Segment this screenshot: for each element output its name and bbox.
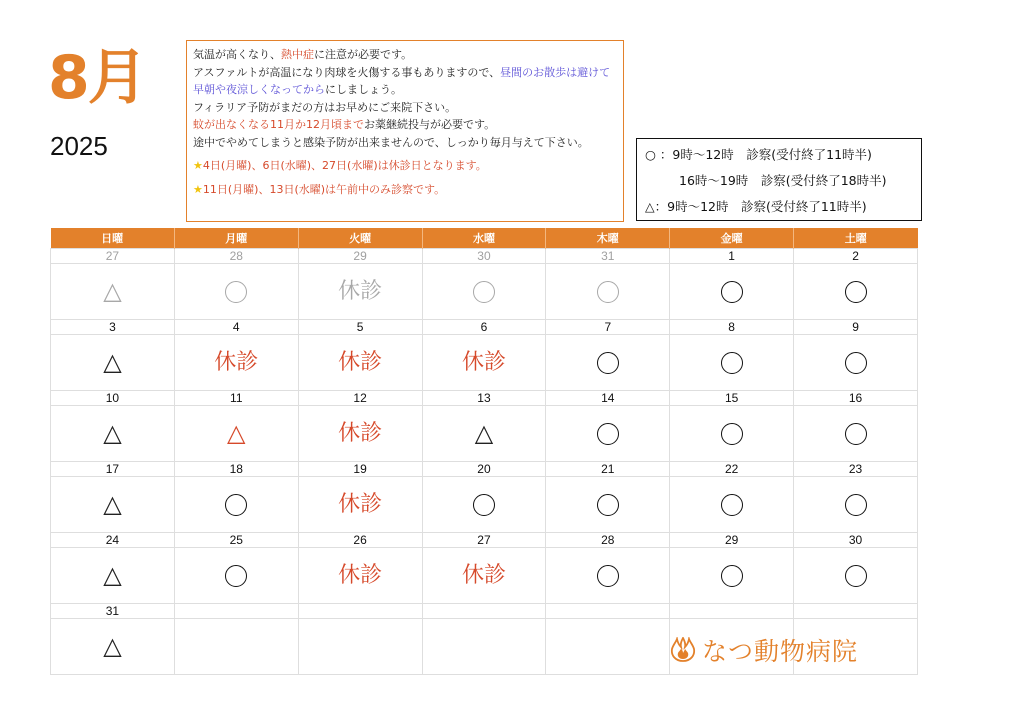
day-status-cell	[546, 406, 670, 462]
date-number: 15	[670, 391, 794, 406]
date-number	[422, 604, 546, 619]
day-status-cell	[422, 335, 546, 391]
weekday-header: 土曜	[794, 228, 918, 249]
closed-day-label: 休診	[338, 279, 383, 304]
day-status-cell	[794, 335, 918, 391]
date-number: 19	[298, 462, 422, 477]
open-circle-icon	[597, 281, 619, 303]
open-circle-icon	[597, 423, 619, 445]
day-status-cell	[422, 548, 546, 604]
open-circle-icon	[225, 494, 247, 516]
day-status-cell	[422, 264, 546, 320]
week-date-row	[51, 391, 918, 406]
date-number: 1	[670, 249, 794, 264]
notice-highlight: 昼間のお散歩は避けて早朝や夜涼しくなってから	[193, 65, 611, 96]
notice-text: 11日(月曜)、13日(水曜)は午前中のみ診察です。	[202, 182, 446, 196]
day-status-cell	[298, 335, 422, 391]
week-date-row	[51, 320, 918, 335]
day-status-cell	[298, 406, 422, 462]
day-status-cell	[298, 264, 422, 320]
day-status-cell	[174, 619, 298, 675]
date-number	[794, 604, 918, 619]
morning-only-triangle-icon: △	[103, 561, 122, 589]
date-number: 2	[794, 249, 918, 264]
closed-day-label: 休診	[461, 350, 506, 375]
date-number: 12	[298, 391, 422, 406]
notice-line-continue: 途中でやめてしまうと感染予防が出来ませんので、しっかり毎月与えて下さい。	[193, 135, 589, 149]
week-status-row	[51, 264, 918, 320]
star-icon: ★	[193, 182, 203, 196]
calendar-table	[50, 228, 918, 675]
notice-line-asphalt	[193, 64, 617, 99]
open-circle-icon	[721, 281, 743, 303]
week-status-row	[51, 335, 918, 391]
weekday-header-row	[51, 228, 918, 249]
date-number: 4	[174, 320, 298, 335]
open-circle-icon	[845, 565, 867, 587]
day-status-cell	[546, 619, 670, 675]
date-number: 28	[174, 249, 298, 264]
date-number: 30	[422, 249, 546, 264]
day-status-cell	[670, 335, 794, 391]
day-status-cell	[670, 406, 794, 462]
notice-line-heatstroke	[193, 46, 617, 64]
notice-highlight: 蚊が出なくなる11月か12月頃まで	[193, 118, 364, 131]
weekday-header: 水曜	[422, 228, 546, 249]
day-status-cell	[794, 406, 918, 462]
weekday-header: 月曜	[174, 228, 298, 249]
day-status-cell	[794, 477, 918, 533]
clinic-logo	[668, 632, 858, 668]
open-circle-icon	[225, 281, 247, 303]
open-circle-icon	[225, 565, 247, 587]
date-number: 20	[422, 462, 546, 477]
date-number: 3	[51, 320, 175, 335]
notice-box	[186, 40, 624, 222]
day-status-cell	[422, 406, 546, 462]
date-number	[546, 604, 670, 619]
day-status-cell	[174, 406, 298, 462]
notice-text: お薬継続投与が必要です。	[364, 118, 496, 131]
week-status-row	[51, 406, 918, 462]
date-number: 27	[51, 249, 175, 264]
logo-text: なつ動物病院	[702, 637, 859, 666]
day-status-cell	[670, 264, 794, 320]
notice-line-closed	[193, 157, 617, 175]
week-status-row	[51, 477, 918, 533]
date-number: 29	[670, 533, 794, 548]
closed-day-label: 休診	[338, 421, 383, 446]
week-status-row	[51, 548, 918, 604]
closed-day-label: 休診	[338, 492, 383, 517]
date-number: 17	[51, 462, 175, 477]
morning-only-triangle-icon: △	[103, 632, 122, 660]
legend-row-afternoon: 16時～19時 診察(受付終了18時半)	[679, 173, 887, 188]
day-status-cell	[51, 335, 175, 391]
date-number: 27	[422, 533, 546, 548]
day-status-cell	[546, 477, 670, 533]
year-label: 2025	[50, 131, 108, 161]
date-number: 23	[794, 462, 918, 477]
week-date-row	[51, 462, 918, 477]
week-date-row	[51, 604, 918, 619]
week-date-row	[51, 249, 918, 264]
open-circle-icon	[845, 352, 867, 374]
open-circle-icon	[721, 565, 743, 587]
day-status-cell	[174, 477, 298, 533]
date-number: 31	[546, 249, 670, 264]
day-status-cell	[51, 406, 175, 462]
notice-text: に注意が必要です。	[314, 48, 413, 61]
date-number: 10	[51, 391, 175, 406]
date-number: 16	[794, 391, 918, 406]
day-status-cell	[794, 548, 918, 604]
day-status-cell	[670, 548, 794, 604]
legend-row-triangle: △：9時～12時 診察(受付終了11時半)	[645, 199, 867, 214]
morning-only-triangle-icon: △	[103, 348, 122, 376]
open-circle-icon	[721, 423, 743, 445]
day-status-cell	[422, 477, 546, 533]
date-number: 14	[546, 391, 670, 406]
open-circle-icon	[721, 494, 743, 516]
closed-day-label: 休診	[214, 350, 259, 375]
weekday-header: 木曜	[546, 228, 670, 249]
day-status-cell	[51, 548, 175, 604]
star-icon: ★	[193, 159, 203, 172]
open-circle-icon	[845, 281, 867, 303]
morning-only-triangle-icon: △	[474, 419, 494, 447]
logo-flame-icon	[668, 637, 698, 663]
open-circle-icon	[845, 494, 867, 516]
date-number: 29	[298, 249, 422, 264]
day-status-cell	[51, 264, 175, 320]
open-circle-icon	[845, 423, 867, 445]
notice-line-filaria: フィラリア予防がまだの方はお早めにご来院下さい。	[193, 100, 457, 114]
day-status-cell	[298, 619, 422, 675]
notice-line-morning	[193, 181, 617, 199]
day-status-cell	[51, 477, 175, 533]
date-number: 18	[174, 462, 298, 477]
day-status-cell	[422, 619, 546, 675]
notice-text: 気温が高くなり、	[193, 48, 281, 61]
notice-text: 4日(月曜)、6日(水曜)、27日(水曜)は休診日となります。	[202, 159, 487, 172]
date-number: 5	[298, 320, 422, 335]
day-status-cell	[794, 264, 918, 320]
date-number: 6	[422, 320, 546, 335]
date-number: 26	[298, 533, 422, 548]
date-number: 25	[174, 533, 298, 548]
open-circle-icon	[597, 352, 619, 374]
date-number: 22	[670, 462, 794, 477]
date-number: 30	[794, 533, 918, 548]
open-circle-icon	[721, 352, 743, 374]
open-circle-icon	[473, 281, 495, 303]
day-status-cell	[298, 477, 422, 533]
weekday-header: 金曜	[670, 228, 794, 249]
date-number: 28	[546, 533, 670, 548]
date-number: 24	[51, 533, 175, 548]
date-number: 21	[546, 462, 670, 477]
morning-only-triangle-icon: △	[103, 277, 122, 305]
date-number: 9	[794, 320, 918, 335]
open-circle-icon	[473, 494, 495, 516]
date-number	[298, 604, 422, 619]
date-number	[670, 604, 794, 619]
date-number: 11	[174, 391, 298, 406]
day-status-cell	[174, 335, 298, 391]
day-status-cell	[546, 548, 670, 604]
calendar-body	[51, 249, 918, 675]
closed-day-label: 休診	[461, 563, 506, 588]
date-number	[174, 604, 298, 619]
day-status-cell	[51, 619, 175, 675]
day-status-cell	[670, 477, 794, 533]
morning-only-triangle-icon: △	[103, 490, 122, 518]
closed-day-label: 休診	[338, 350, 383, 375]
date-number: 13	[422, 391, 546, 406]
date-number: 7	[546, 320, 670, 335]
open-circle-icon	[597, 494, 619, 516]
day-status-cell	[174, 264, 298, 320]
notice-highlight: 熱中症	[281, 48, 314, 61]
notice-text: にしましょう。	[325, 83, 402, 96]
open-circle-icon	[597, 565, 619, 587]
weekday-header: 日曜	[51, 228, 175, 249]
hours-legend	[636, 138, 922, 221]
closed-day-label: 休診	[338, 563, 383, 588]
notice-line-mosquito	[193, 116, 617, 134]
legend-row-circle: ○ ：9時～12時 診察(受付終了11時半)	[645, 147, 872, 162]
month-title: 8月	[48, 43, 146, 113]
morning-only-triangle-icon: △	[227, 419, 246, 447]
week-date-row	[51, 533, 918, 548]
notice-text: アスファルトが高温になり肉球を火傷する事もありますので、	[193, 65, 501, 79]
day-status-cell	[298, 548, 422, 604]
date-number: 8	[670, 320, 794, 335]
day-status-cell	[546, 264, 670, 320]
morning-only-triangle-icon: △	[103, 419, 122, 447]
day-status-cell	[546, 335, 670, 391]
date-number: 31	[51, 604, 175, 619]
day-status-cell	[174, 548, 298, 604]
weekday-header: 火曜	[298, 228, 422, 249]
